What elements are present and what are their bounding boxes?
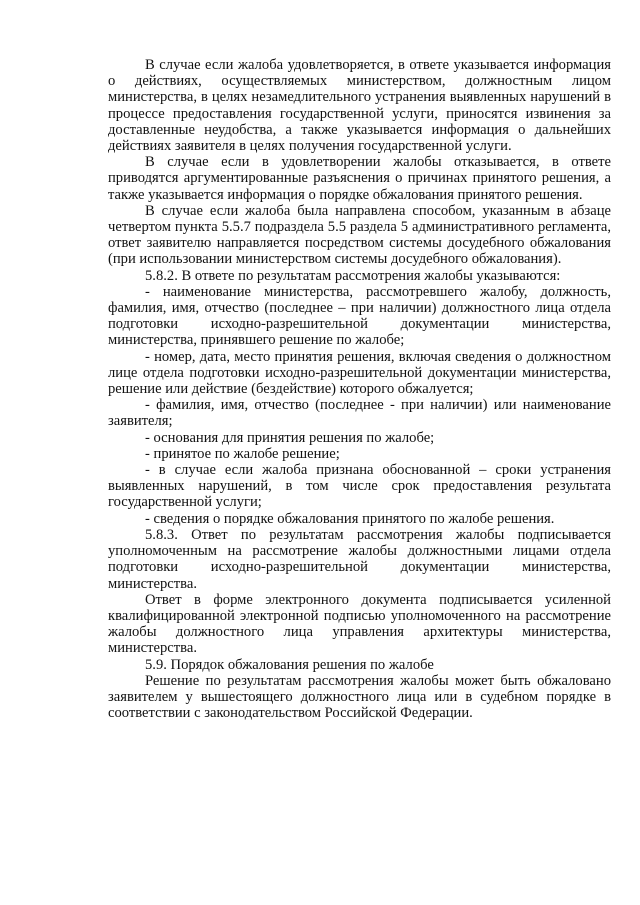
list-item-appeal-procedure: - сведения о порядке обжалования принятого по жалобе решения. <box>145 510 555 527</box>
list-item-elimination-terms: - в случае если жалоба признана обоснованной – сроки устранения выявленных нарушений, в том числе срок предоставления результата государственной услуги; <box>108 462 611 511</box>
document-body <box>108 57 611 721</box>
paragraph-complaint-satisfied: В случае если жалоба удовлетворяется, в ответе указывается информация о действиях, осуществляемых министерством, должностным лицом министерства, в целях незамедлительного устранения выявленных нарушений в процессе предоставления государственной услуги, приносятся извинения за доставленные неудобства, а также указывается информация о дальнейших действиях заявителя в целях получения государственной услуги. <box>108 57 611 155</box>
list-item-decision-number: - номер, дата, место принятия решения, включая сведения о должностном лице отдела подготовки исходно-разрешительной документации министерства, решение или действие (бездействие) которого обжалуется; <box>108 348 611 398</box>
section-5-9-heading: 5.9. Порядок обжалования решения по жалобе <box>145 656 434 673</box>
list-item-applicant-name: - фамилия, имя, отчество (последнее - при наличии) или наименование заявителя; <box>108 397 611 430</box>
paragraph-appeal-decision: Решение по результатам рассмотрения жалобы может быть обжаловано заявителем у вышестоящего должностного лица или в судебном порядке в соответствии с законодательством Российской Федерации. <box>108 672 611 722</box>
paragraph-electronic-signature: Ответ в форме электронного документа подписывается усиленной квалифицированной электронной подписью уполномоченного на рассмотрение жалобы должностного лица управления архитектуры министерства, министерства. <box>108 591 611 657</box>
list-item-grounds: - основания для принятия решения по жалобе; <box>145 429 435 446</box>
paragraph-pre-trial-system-response: В случае если жалоба была направлена способом, указанным в абзаце четвертом пункта 5.5.7 подраздела 5.5 раздела 5 административного регламента, ответ заявителю направляется посредством системы досудебного обжалования (при использовании министерством системы досудебного обжалования). <box>108 202 611 268</box>
paragraph-complaint-refused: В случае если в удовлетворении жалобы отказывается, в ответе приводятся аргументированные разъяснения о причинах принятого решения, а также указывается информация о порядке обжалования принятого решения. <box>108 154 611 203</box>
section-5-8-3: 5.8.3. Ответ по результатам рассмотрения жалобы подписывается уполномоченным на рассмотрение жалобы должностными лицами отдела подготовки исходно-разрешительной документации министерства, министерства. <box>108 526 611 592</box>
list-item-decision: - принятое по жалобе решение; <box>145 445 340 462</box>
list-item-ministry-name: - наименование министерства, рассмотревшего жалобу, должность, фамилия, имя, отчество (последнее – при наличии) должностного лица отдела подготовки исходно-разрешительной документации министерства, министерства, принявшего решение по жалобе; <box>108 283 611 349</box>
section-5-8-2: 5.8.2. В ответе по результатам рассмотрения жалобы указываются: <box>145 267 561 284</box>
